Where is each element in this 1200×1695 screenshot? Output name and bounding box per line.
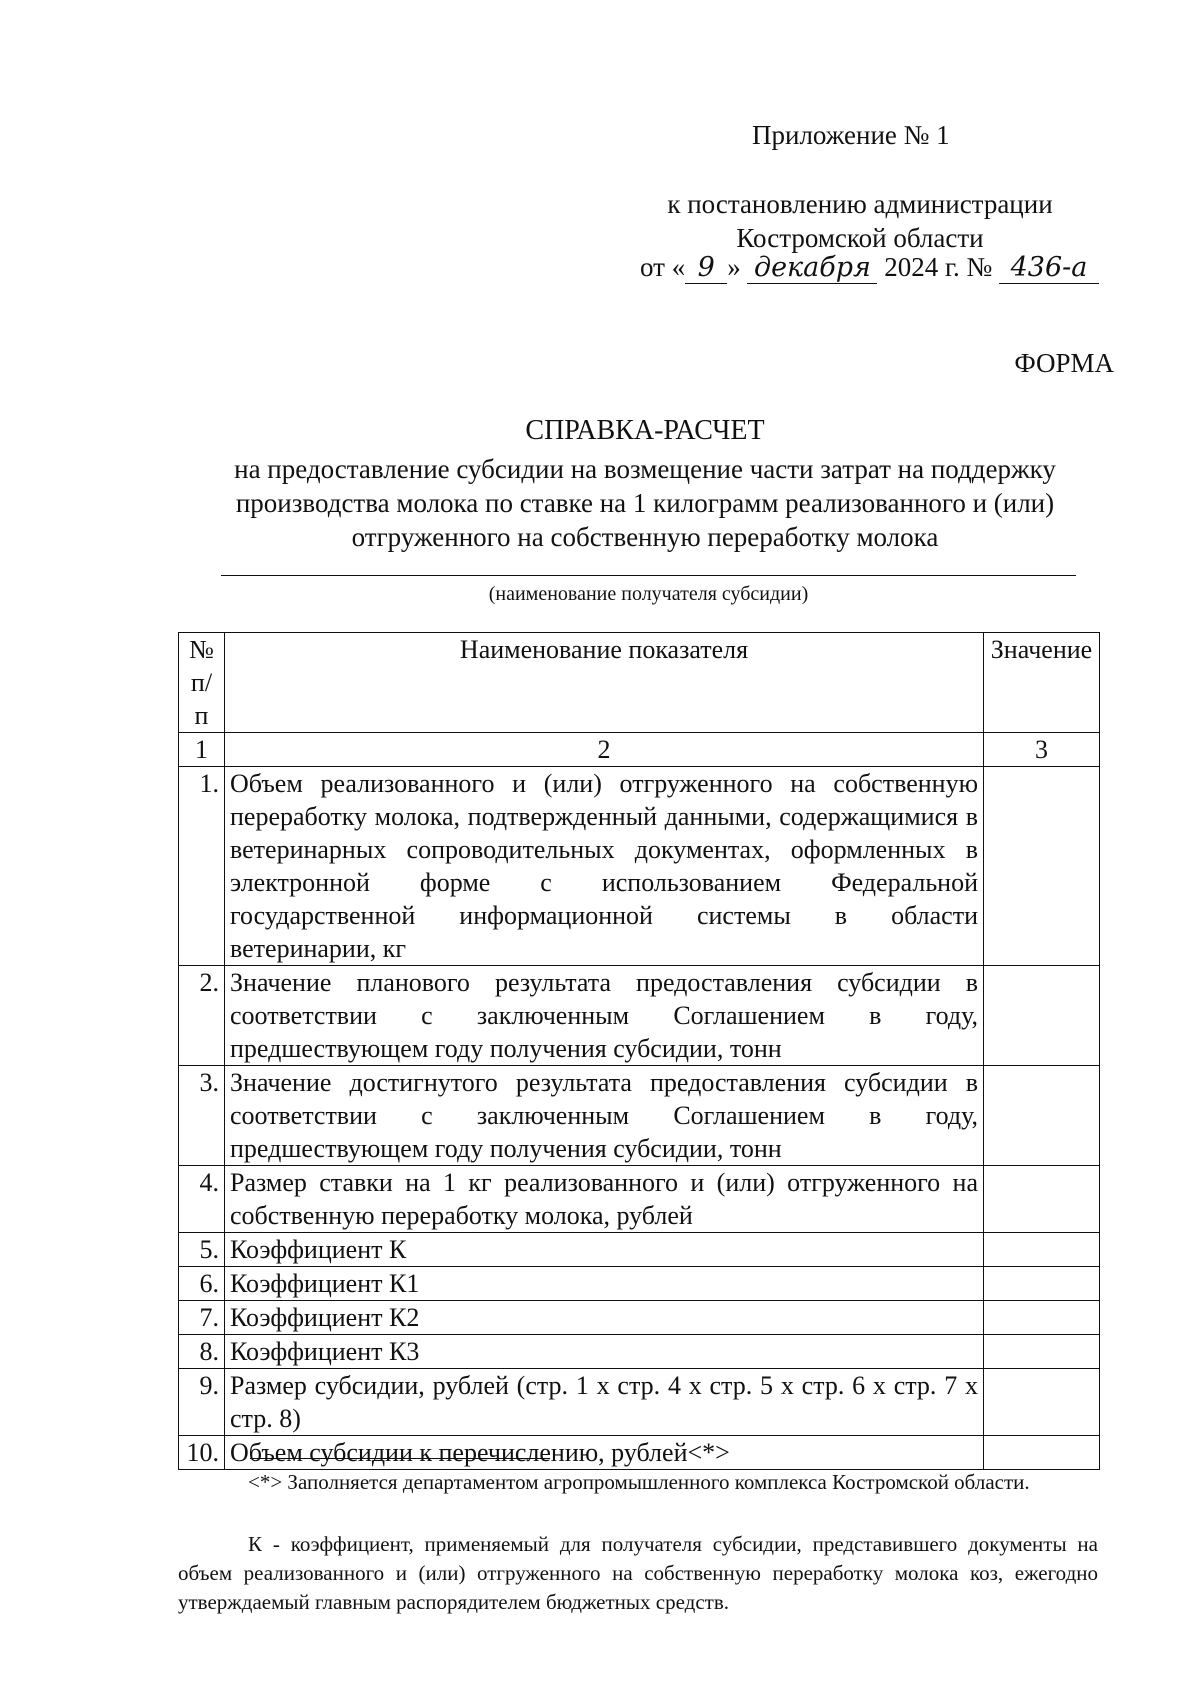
row-num: 9. — [179, 1369, 225, 1436]
appendix-label: Приложение № 1 — [752, 120, 950, 150]
row-value[interactable] — [984, 1166, 1100, 1233]
row-num: 8. — [179, 1335, 225, 1369]
header-num: № п/п — [179, 633, 225, 733]
row-name: Размер ставки на 1 кг реализованного и (или) отгруженного на собственную переработку молока, рублей — [225, 1166, 984, 1233]
row-num: 6. — [179, 1267, 225, 1301]
form-label: ФОРМА — [1014, 348, 1114, 378]
recipient-caption: (наименование получателя субсидии) — [488, 583, 809, 605]
date-prefix: от « — [640, 252, 686, 282]
table-row — [179, 1166, 1100, 1233]
row-num: 1. — [179, 767, 225, 966]
col-number-3: 3 — [984, 733, 1100, 767]
table-header-row — [179, 633, 1100, 733]
col-number-2: 2 — [225, 733, 984, 767]
row-name: Коэффициент К — [225, 1233, 984, 1267]
handwritten-number: 436-а — [999, 252, 1099, 284]
table-row — [179, 1066, 1100, 1166]
table-row — [179, 1369, 1100, 1436]
recipient-name-line — [221, 575, 1076, 576]
row-value[interactable] — [984, 1267, 1100, 1301]
row-name: Размер субсидии, рублей (стр. 1 х стр. 4 х стр. 5 х стр. 6 х стр. 7 х стр. 8) — [225, 1369, 984, 1436]
row-num: 5. — [179, 1233, 225, 1267]
row-num: 10. — [179, 1436, 225, 1470]
table-row — [179, 1436, 1100, 1470]
row-name: Коэффициент К2 — [225, 1301, 984, 1335]
row-name: Объем реализованного и (или) отгруженного на собственную переработку молока, подтвержденный данными, содержащимися в ветеринарных сопроводительных документах, оформленных в электронной форме с использованием Федеральной государственной информационной системы в области ветеринарии, кг — [225, 767, 984, 966]
row-name: Коэффициент К1 — [225, 1267, 984, 1301]
handwritten-day: 9 — [685, 252, 727, 284]
decree-date-line — [640, 252, 1099, 284]
calculation-table — [178, 632, 1100, 1470]
row-value[interactable] — [984, 1233, 1100, 1267]
document-subtitle: на предоставление субсидии на возмещение части затрат на поддержку производства молока по ставке на 1 килограмм реализованного и (или) отгруженного на собственную переработку молока — [234, 454, 1056, 552]
row-num: 7. — [179, 1301, 225, 1335]
decree-line-1: к постановлению администрации — [667, 189, 1053, 219]
decree-reference — [650, 187, 1070, 255]
header-value: Значение — [984, 633, 1100, 733]
row-name: Значение планового результата предоставления субсидии в соответствии с заключенным Соглашением в году, предшествующем году получения субсидии, тонн — [225, 966, 984, 1066]
row-name: Объем субсидии к перечислению, рублей<*> — [225, 1436, 984, 1470]
column-numbers-row — [179, 733, 1100, 767]
decree-line-2: Костромской области — [736, 223, 984, 253]
table-row — [179, 767, 1100, 966]
table-row — [179, 1267, 1100, 1301]
row-value[interactable] — [984, 1066, 1100, 1166]
row-value[interactable] — [984, 1301, 1100, 1335]
handwritten-month: декабря — [747, 252, 877, 284]
row-value[interactable] — [984, 966, 1100, 1066]
document-title: СПРАВКА-РАСЧЕТ — [525, 415, 765, 446]
table-row — [179, 1335, 1100, 1369]
row-value[interactable] — [984, 1436, 1100, 1470]
row-value[interactable] — [984, 767, 1100, 966]
table-row — [179, 1233, 1100, 1267]
row-name: Значение достигнутого результата предоставления субсидии в соответствии с заключенным Соглашением в году, предшествующем году получения субсидии, тонн — [225, 1066, 984, 1166]
row-value[interactable] — [984, 1335, 1100, 1369]
row-value[interactable] — [984, 1369, 1100, 1436]
row-num: 4. — [179, 1166, 225, 1233]
date-mid: » — [727, 252, 741, 282]
header-name: Наименование показателя — [225, 633, 984, 733]
footnote-1: <*> Заполняется департаментом агропромышленного комплекса Костромской области. — [248, 1470, 1030, 1494]
row-num: 3. — [179, 1066, 225, 1166]
table-row — [179, 966, 1100, 1066]
row-name: Коэффициент К3 — [225, 1335, 984, 1369]
footnote-2: К - коэффициент, применяемый для получателя субсидии, представившего документы на объем реализованного и (или) отгруженного на собственную переработку молока коз, ежегодно утверждаемый главным распорядителем бюджетных средств. — [178, 1532, 1098, 1614]
date-year: 2024 г. № — [884, 252, 993, 282]
col-number-1: 1 — [179, 733, 225, 767]
table-row — [179, 1301, 1100, 1335]
row-num: 2. — [179, 966, 225, 1066]
footnote-separator — [250, 1458, 550, 1459]
